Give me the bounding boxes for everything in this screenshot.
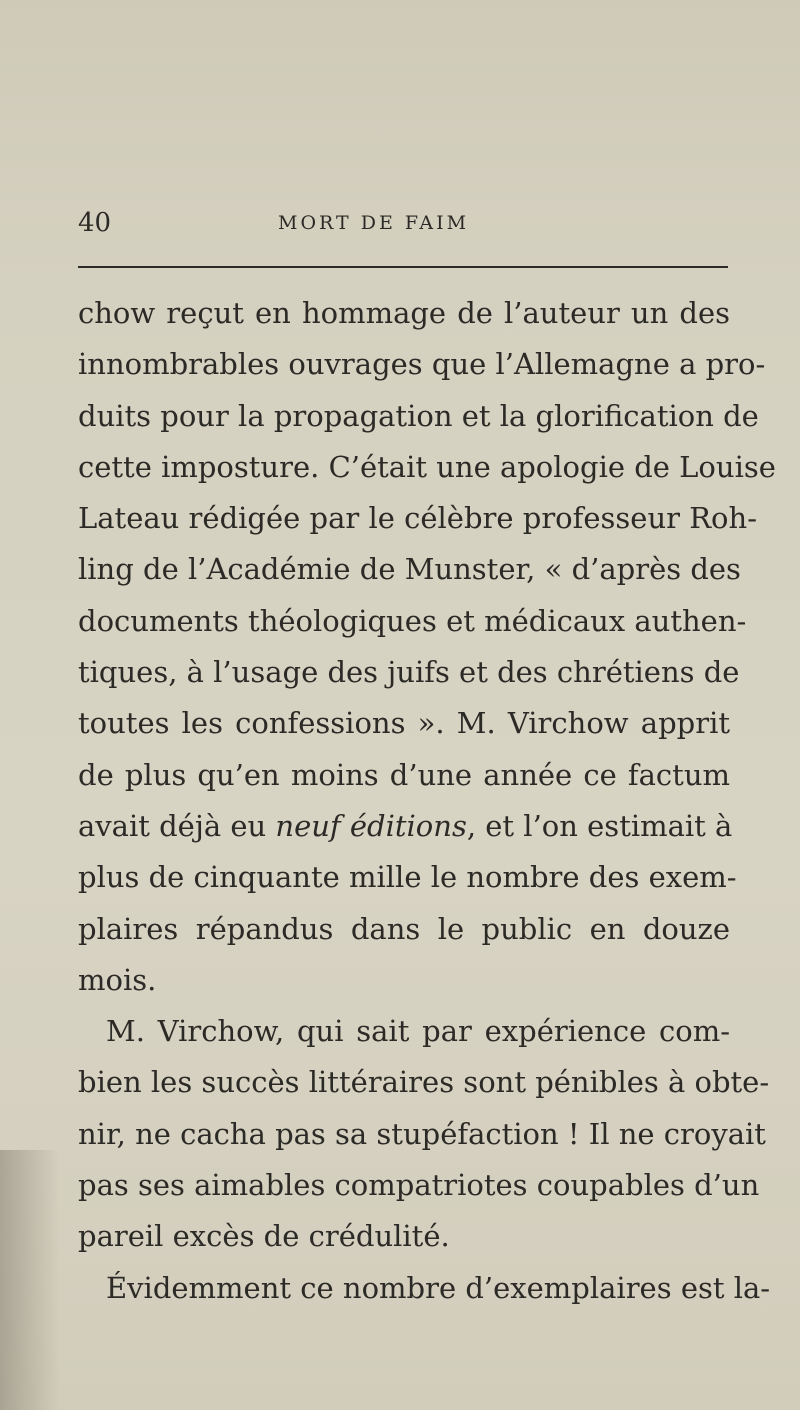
text-line: plaires répandus dans le public en douze [78,911,730,946]
text-line: Lateau rédigée par le célèbre professeur Roh- [78,501,757,536]
text-line: innombrables ouvrages que l’Allemagne a pro- [78,347,766,382]
text-run: , et l’on estimait à [466,808,733,843]
text-run: avait déjà eu [78,808,276,843]
text-line: documents théologiques et médicaux authen- [78,603,747,638]
text-line: pas ses aimables compatriotes coupables d’un [78,1168,760,1203]
running-head [78,208,728,244]
page-edge-shadow [0,1150,60,1410]
header-rule [78,266,728,268]
text-line: mois. [78,962,157,997]
text-line: cette imposture. C’était une apologie de Louise [78,449,776,484]
text-line: plus de cinquante mille le nombre des exem- [78,860,737,895]
text-line: chow reçut en hommage de l’auteur un des [78,296,730,330]
page-number: 40 [78,208,112,238]
text-line: tiques, à l’usage des juifs et des chrétiens de [78,655,740,690]
text-line-with-italic [78,801,733,852]
text-line: duits pour la propagation et la glorification de [78,398,759,433]
italic-phrase: neuf éditions [275,808,467,843]
text-line: Évidemment ce nombre d’exemplaires est la- [106,1270,771,1305]
text-line: toutes les confessions ». M. Virchow apprit [78,706,730,741]
body-text [78,288,776,1314]
running-title: MORT DE FAIM [278,212,470,234]
text-line: ling de l’Académie de Munster, « d’après des [78,552,741,587]
text-line: M. Virchow, qui sait par expérience com- [106,1014,730,1049]
text-line: bien les succès littéraires sont pénibles à obte- [78,1065,770,1100]
text-line: nir, ne cacha pas sa stupéfaction ! Il ne croyait [78,1116,766,1151]
text-line: pareil excès de crédulité. [78,1219,450,1254]
text-line: de plus qu’en moins d’une année ce factum [78,757,730,792]
